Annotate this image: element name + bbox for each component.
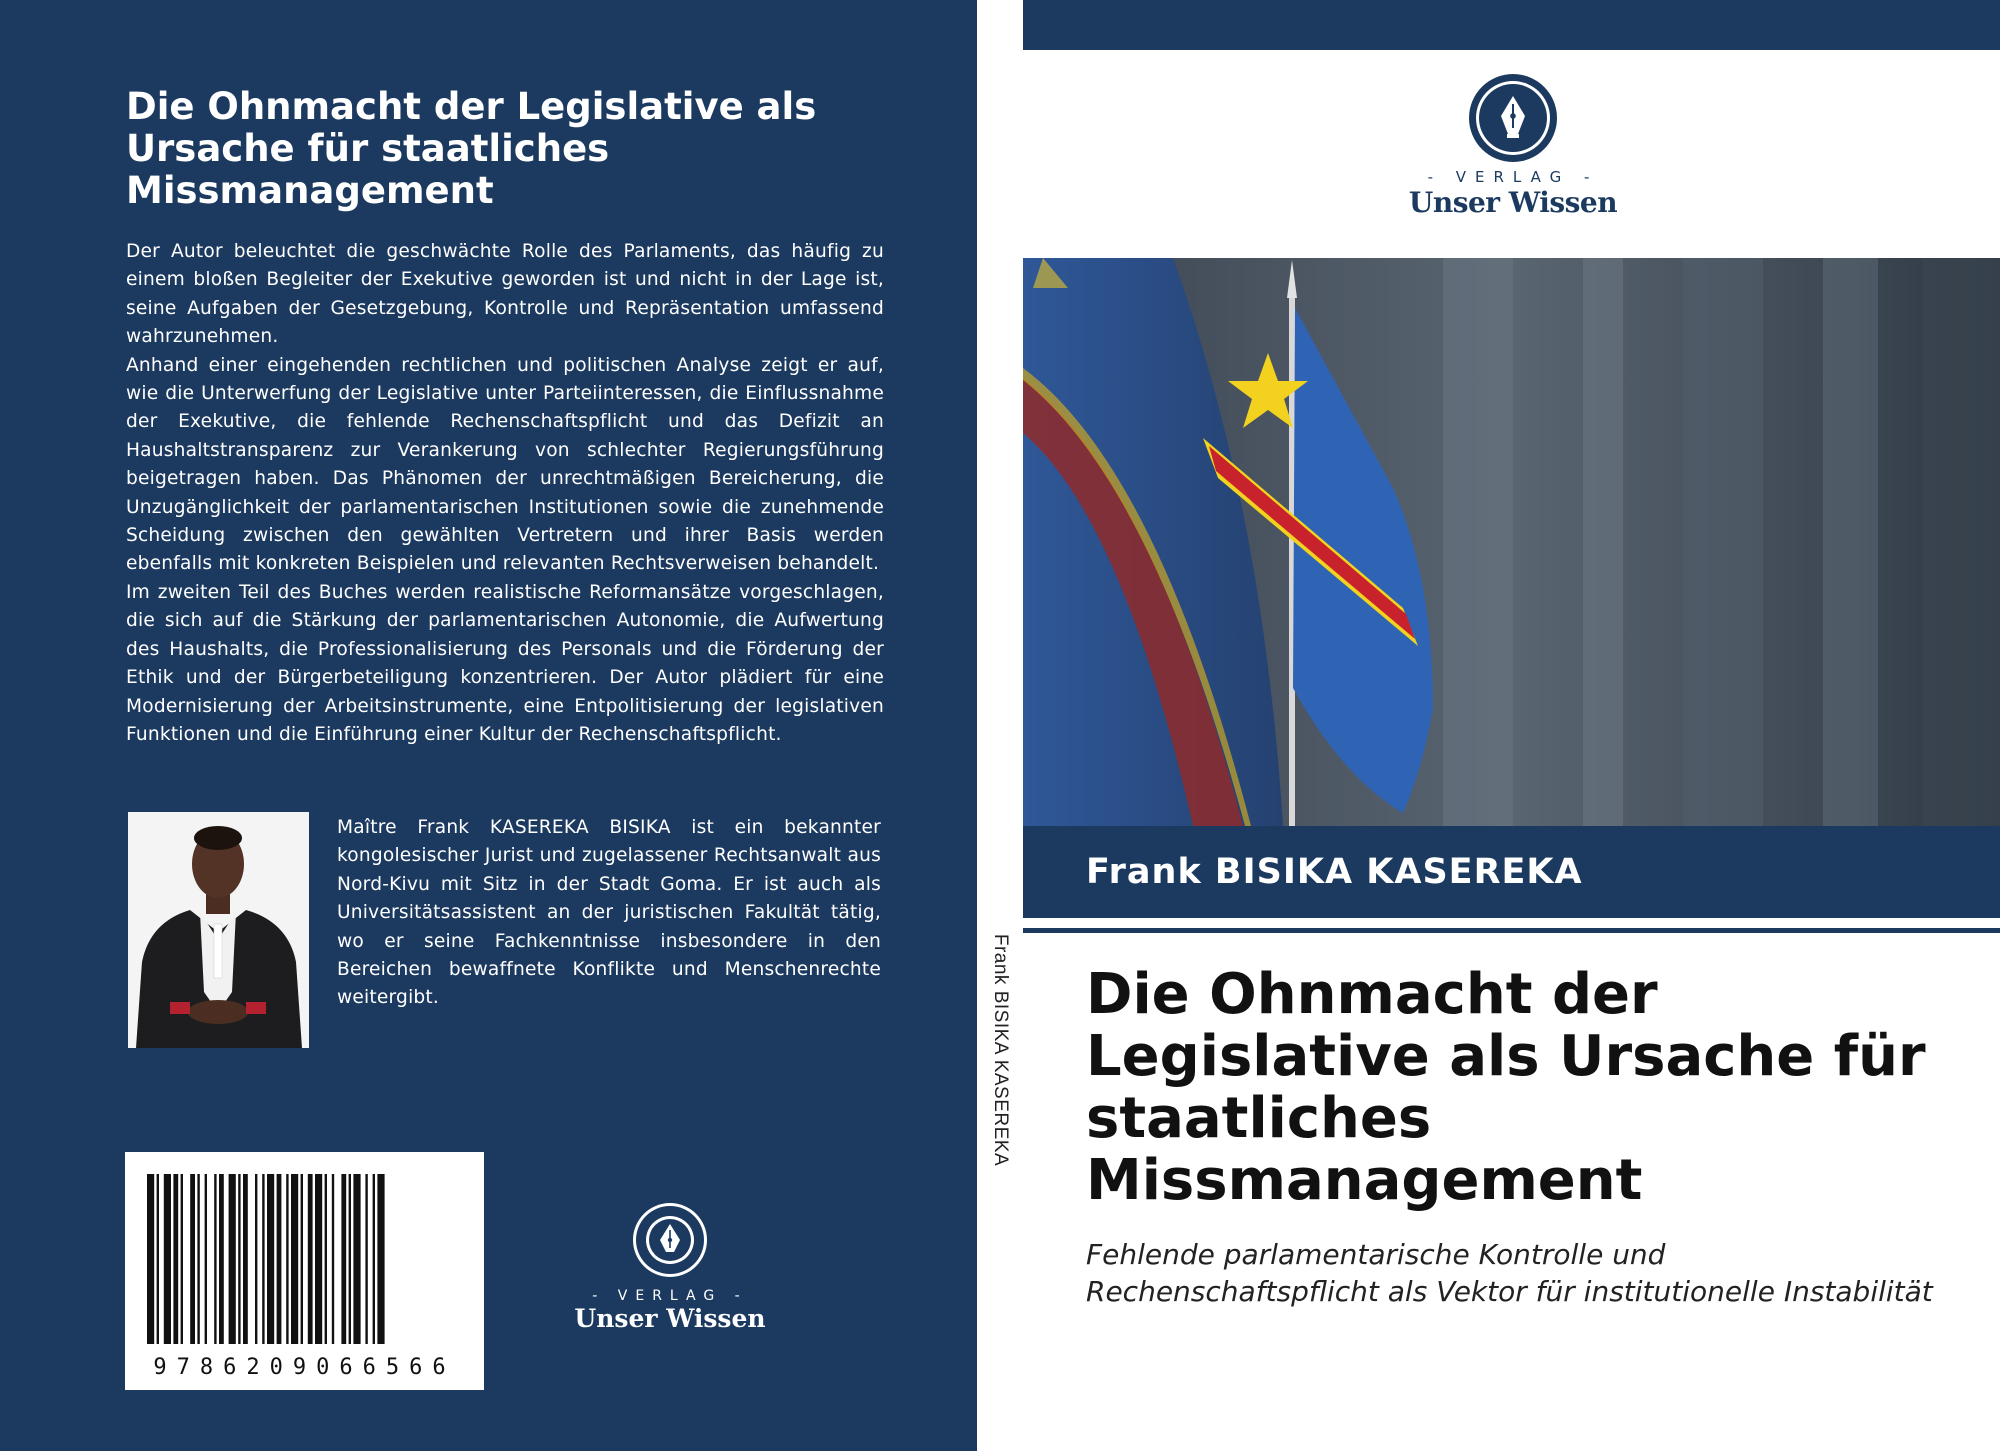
barcode-bar <box>164 1174 171 1344</box>
barcode-bar <box>243 1174 248 1344</box>
barcode-bar <box>315 1174 322 1344</box>
barcode-bar <box>277 1174 282 1344</box>
barcode-bar <box>197 1174 199 1344</box>
blurb-paragraph: Der Autor beleuchtet die geschwächte Rolle des Parlaments, das häufig zu einem bloßen Begleiter der Exekutive geworden ist und nicht in der Lage ist, seine Aufgaben der Gesetzgebung, Kontrolle und Repräsentation umfassend wahrzunehmen. <box>126 241 884 348</box>
book-spine <box>977 0 1023 1451</box>
front-author-name: Frank BISIKA KASEREKA <box>1086 852 1583 892</box>
back-cover <box>0 0 977 1451</box>
barcode-bar <box>301 1174 303 1344</box>
barcode-bar <box>353 1174 360 1344</box>
barcode-bar <box>147 1174 154 1344</box>
blurb-paragraph: Anhand einer eingehenden rechtlichen und politischen Analyse zeigt er auf, wie die Unterwerfung der Legislative unter Parteiinteressen, die Einflussnahme der Exekutive, die fehlende Rechenschaftspflicht und das Defizit an Haushaltstransparenz zur Verankerung von schlechter Regierungsführung beigetragen haben. Das Phänomen der unrechtmäßigen Bereicherung, die Unzugänglichkeit der parlamentarischen Institutionen sowie die zunehmende Scheidung zwischen den gewählten Vertretern und ihrer Basis werden ebenfalls mit konkreten Beispielen und relevanten Rechtsverweisen behandelt. <box>126 354 884 575</box>
back-logo-name: Unser Wissen <box>574 1304 766 1333</box>
barcode-bar <box>181 1174 183 1344</box>
barcode-bar <box>214 1174 216 1344</box>
back-cover-title: Die Ohnmacht der Legislative als Ursache für staatliches Missmanagement <box>126 85 817 212</box>
drc-flag-image <box>1023 258 2000 826</box>
blurb-paragraph: Im zweiten Teil des Buches werden realistische Reformansätze vorgeschlagen, die sich auf die Stärkung der parlamentarischen Autonomie, die Aufwertung des Haushalts, die Professionalisierung des Personals und die Förderung der Ethik und der Bürgerbeteiligung konzentrieren. Der Autor plädiert für eine Modernisierung der Arbeitsinstrumente, eine Entpolitisierung der legislativen Funktionen und die Einführung einer Kultur der Rechenschaftspflicht. <box>126 581 884 745</box>
fountain-pen-nib-icon <box>1467 72 1559 164</box>
front-publisher-logo <box>1383 72 1643 219</box>
barcode-bar <box>229 1174 236 1344</box>
author-portrait-image <box>128 812 309 1048</box>
back-cover-blurb <box>126 238 884 749</box>
author-bio: Maître Frank KASEREKA BISIKA ist ein bekannter kongolesischer Jurist und zugelassener Rechtsanwalt aus Nord-Kivu mit Sitz in der Stadt Goma. Er ist auch als Universitätsassistent an der juristischen Fakultät tätig, wo er seine Fachkenntnisse insbesondere in den Bereichen bewaffnete Konflikte und Menschenrechte weitergibt. <box>337 817 881 1009</box>
front-top-bar <box>1023 0 2000 50</box>
author-photo <box>128 812 309 1048</box>
barcode-bar <box>219 1174 224 1344</box>
front-divider <box>1023 928 2000 933</box>
barcode-bar <box>286 1174 288 1344</box>
barcode-bar <box>332 1174 334 1344</box>
barcode-bar <box>325 1174 327 1344</box>
barcode-bar <box>205 1174 207 1344</box>
isbn-barcode <box>125 1152 484 1390</box>
barcode-bar <box>173 1174 178 1344</box>
front-cover <box>1023 0 2000 1451</box>
barcode-bar <box>267 1174 274 1344</box>
barcode-bar <box>349 1174 351 1344</box>
barcode-bar <box>308 1174 313 1344</box>
front-author-band <box>1023 826 2000 918</box>
barcode-bar <box>377 1174 384 1344</box>
isbn-digits: 9786209066566 <box>153 1355 456 1380</box>
front-subtitle: Fehlende parlamentarische Kontrolle und Rechenschaftspflicht als Vektor für institutionelle Instabilität <box>1086 1238 1933 1308</box>
barcode-bar <box>238 1174 240 1344</box>
spine-author: Frank BISIKA KASEREKA <box>990 933 1011 1167</box>
barcode-bar <box>190 1174 195 1344</box>
back-publisher-logo <box>560 1200 780 1333</box>
back-logo-verlag: - VERLAG - <box>592 1288 748 1304</box>
barcode-bar <box>157 1174 159 1344</box>
barcode-bar <box>365 1174 367 1344</box>
barcode-bar <box>255 1174 257 1344</box>
barcode-bar <box>373 1174 375 1344</box>
barcode-bar <box>262 1174 264 1344</box>
fountain-pen-nib-icon <box>630 1200 710 1280</box>
barcode-bar <box>341 1174 346 1344</box>
front-logo-verlag: - VERLAG - <box>1427 168 1599 186</box>
barcode-bar <box>291 1174 298 1344</box>
front-title: Die Ohnmacht der Legislative als Ursache für staatliches Missmanagement <box>1086 962 1926 1213</box>
cover-photo-flag <box>1023 258 2000 826</box>
front-logo-name: Unser Wissen <box>1408 186 1618 219</box>
